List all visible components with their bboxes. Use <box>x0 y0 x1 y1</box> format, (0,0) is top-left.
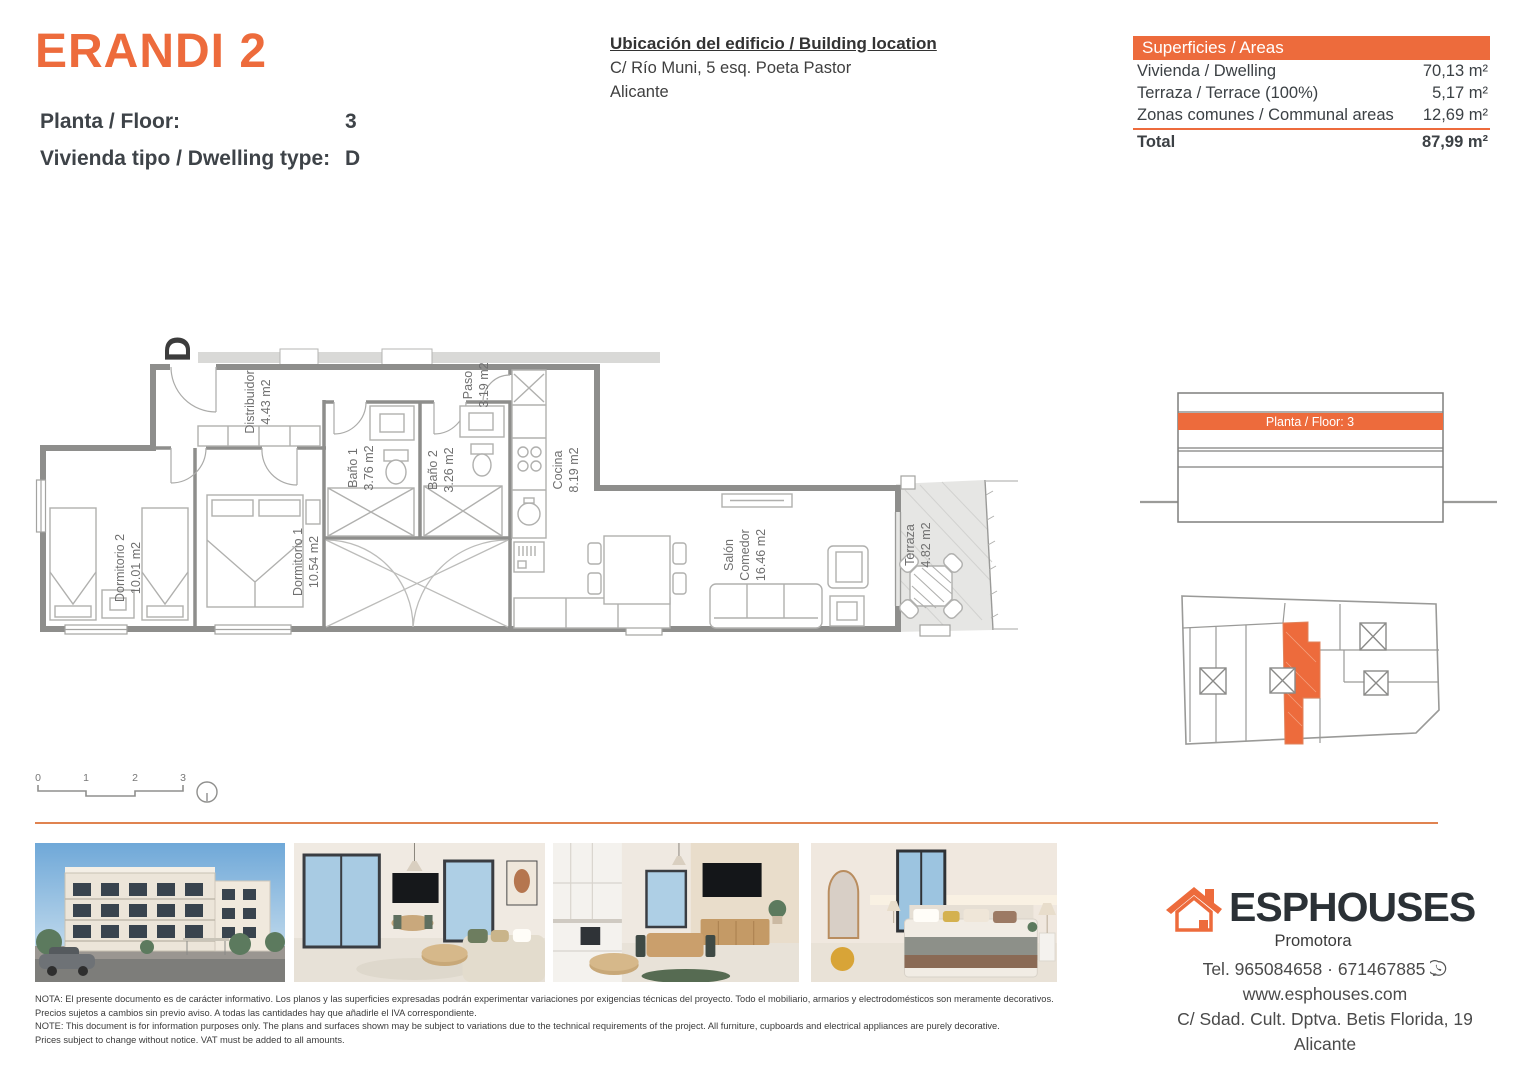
room-label: Distribuidor <box>243 370 257 434</box>
note-line: Precios sujetos a cambios sin previo aviso. A todas las cantidades hay que añadirle el IVA correspondiente. <box>35 1007 477 1018</box>
table-row <box>1133 104 1490 126</box>
disclaimer-notes <box>35 993 1070 1047</box>
area-label: Zonas comunes / Communal areas <box>1137 106 1394 124</box>
address-line: C/ Sdad. Cult. Dptva. Betis Florida, 19 <box>1177 1009 1473 1029</box>
areas-header: Superficies / Areas <box>1133 36 1490 60</box>
house-icon <box>1163 880 1225 934</box>
brand-logo <box>1163 880 1475 934</box>
area-label: Terraza / Terrace (100%) <box>1137 84 1319 102</box>
room-label: Comedor <box>738 529 752 581</box>
area-label: Vivienda / Dwelling <box>1137 62 1277 80</box>
phone-line: Tel. 965084658 · 671467885 <box>1140 957 1510 982</box>
area-value: 70,13 m² <box>1422 62 1488 80</box>
building-location-block <box>610 32 937 104</box>
plan-type-letter: D <box>157 336 198 362</box>
section-divider <box>35 822 1438 824</box>
note-line: NOTE: This document is for information purposes only. The plans and surfaces shown may be subject to variations due to the technical requirements of the project. All furniture, cupboards and electrical appliances are purely decorative. <box>35 1021 1000 1031</box>
room-label: Paso <box>461 370 475 400</box>
dwelling-type-value: D <box>345 147 361 170</box>
floor-value: 3 <box>345 110 357 133</box>
note-line: Prices subject to change without notice. VAT must be added to all amounts. <box>35 1034 345 1045</box>
room-label: Dormitorio 2 <box>113 533 127 603</box>
room-area: 10.01 m2 <box>129 541 143 595</box>
room-label: Baño 2 <box>426 450 440 490</box>
room-area: 8.19 m2 <box>567 447 581 493</box>
room-area: 16.46 m2 <box>754 528 768 582</box>
areas-total-row <box>1133 128 1490 153</box>
total-label: Total <box>1137 133 1176 151</box>
dwelling-type-label: Vivienda tipo / Dwelling type: <box>40 147 331 170</box>
room-area: 3.26 m2 <box>442 447 456 493</box>
area-value: 12,69 m² <box>1422 106 1488 124</box>
photo-living-room <box>294 843 545 982</box>
website-line: www.esphouses.com <box>1242 984 1408 1004</box>
note-line: NOTA: El presente documento es de carácter informativo. Los planos y las superficies expresadas podrán experimentar variaciones por exigencias técnicas del proyecto. Todo el mobiliario, armarios y electrodomésticos son meramente decorativos. <box>35 994 1054 1004</box>
building-location-title: Ubicación del edificio / Building location <box>610 34 937 53</box>
building-location-city: Alicante <box>610 83 669 101</box>
room-label: Baño 1 <box>346 448 360 488</box>
room-area: 3.19 m2 <box>477 362 491 408</box>
north-compass-icon <box>197 782 217 802</box>
room-area: 3.76 m2 <box>362 445 376 491</box>
project-title: ERANDI 2 <box>35 25 268 78</box>
room-area: 10.54 m2 <box>307 535 321 589</box>
total-value: 87,99 m² <box>1421 133 1488 151</box>
contact-block <box>1140 957 1510 1057</box>
whatsapp-icon <box>1430 960 1447 977</box>
scale-bar <box>30 772 240 814</box>
photo-kitchen-dining <box>553 843 799 982</box>
brand-subtitle: Promotora <box>1274 932 1352 950</box>
room-area: 4.43 m2 <box>259 379 273 425</box>
brand-name: ESPHOUSES <box>1229 883 1476 930</box>
areas-table <box>1133 36 1490 153</box>
room-label: Cocina <box>551 450 565 490</box>
building-location-street: C/ Río Muni, 5 esq. Poeta Pastor <box>610 59 852 77</box>
room-label: Salón <box>722 539 736 571</box>
address-city: Alicante <box>1293 1034 1357 1054</box>
building-elevation-diagram <box>1135 388 1505 533</box>
scale-tick: 0 <box>35 772 41 784</box>
room-area: 4.82 m2 <box>919 522 933 568</box>
elevation-floor-label: Planta / Floor: 3 <box>1265 415 1355 429</box>
photo-bedroom <box>811 843 1057 982</box>
photo-building-exterior <box>35 843 285 982</box>
table-row <box>1133 60 1490 82</box>
area-value: 5,17 m² <box>1432 84 1488 102</box>
scale-tick: 2 <box>132 772 138 784</box>
floor-label: Planta / Floor: <box>40 110 181 133</box>
room-label: Terraza <box>903 524 917 566</box>
site-plan <box>1158 592 1463 772</box>
void-cross <box>326 540 508 627</box>
floor-plan <box>30 330 1020 660</box>
scale-tick: 3 <box>180 772 186 784</box>
scale-tick: 1 <box>83 772 89 784</box>
furniture <box>50 370 964 628</box>
table-row <box>1133 82 1490 104</box>
room-label: Dormitorio 1 <box>291 527 305 597</box>
